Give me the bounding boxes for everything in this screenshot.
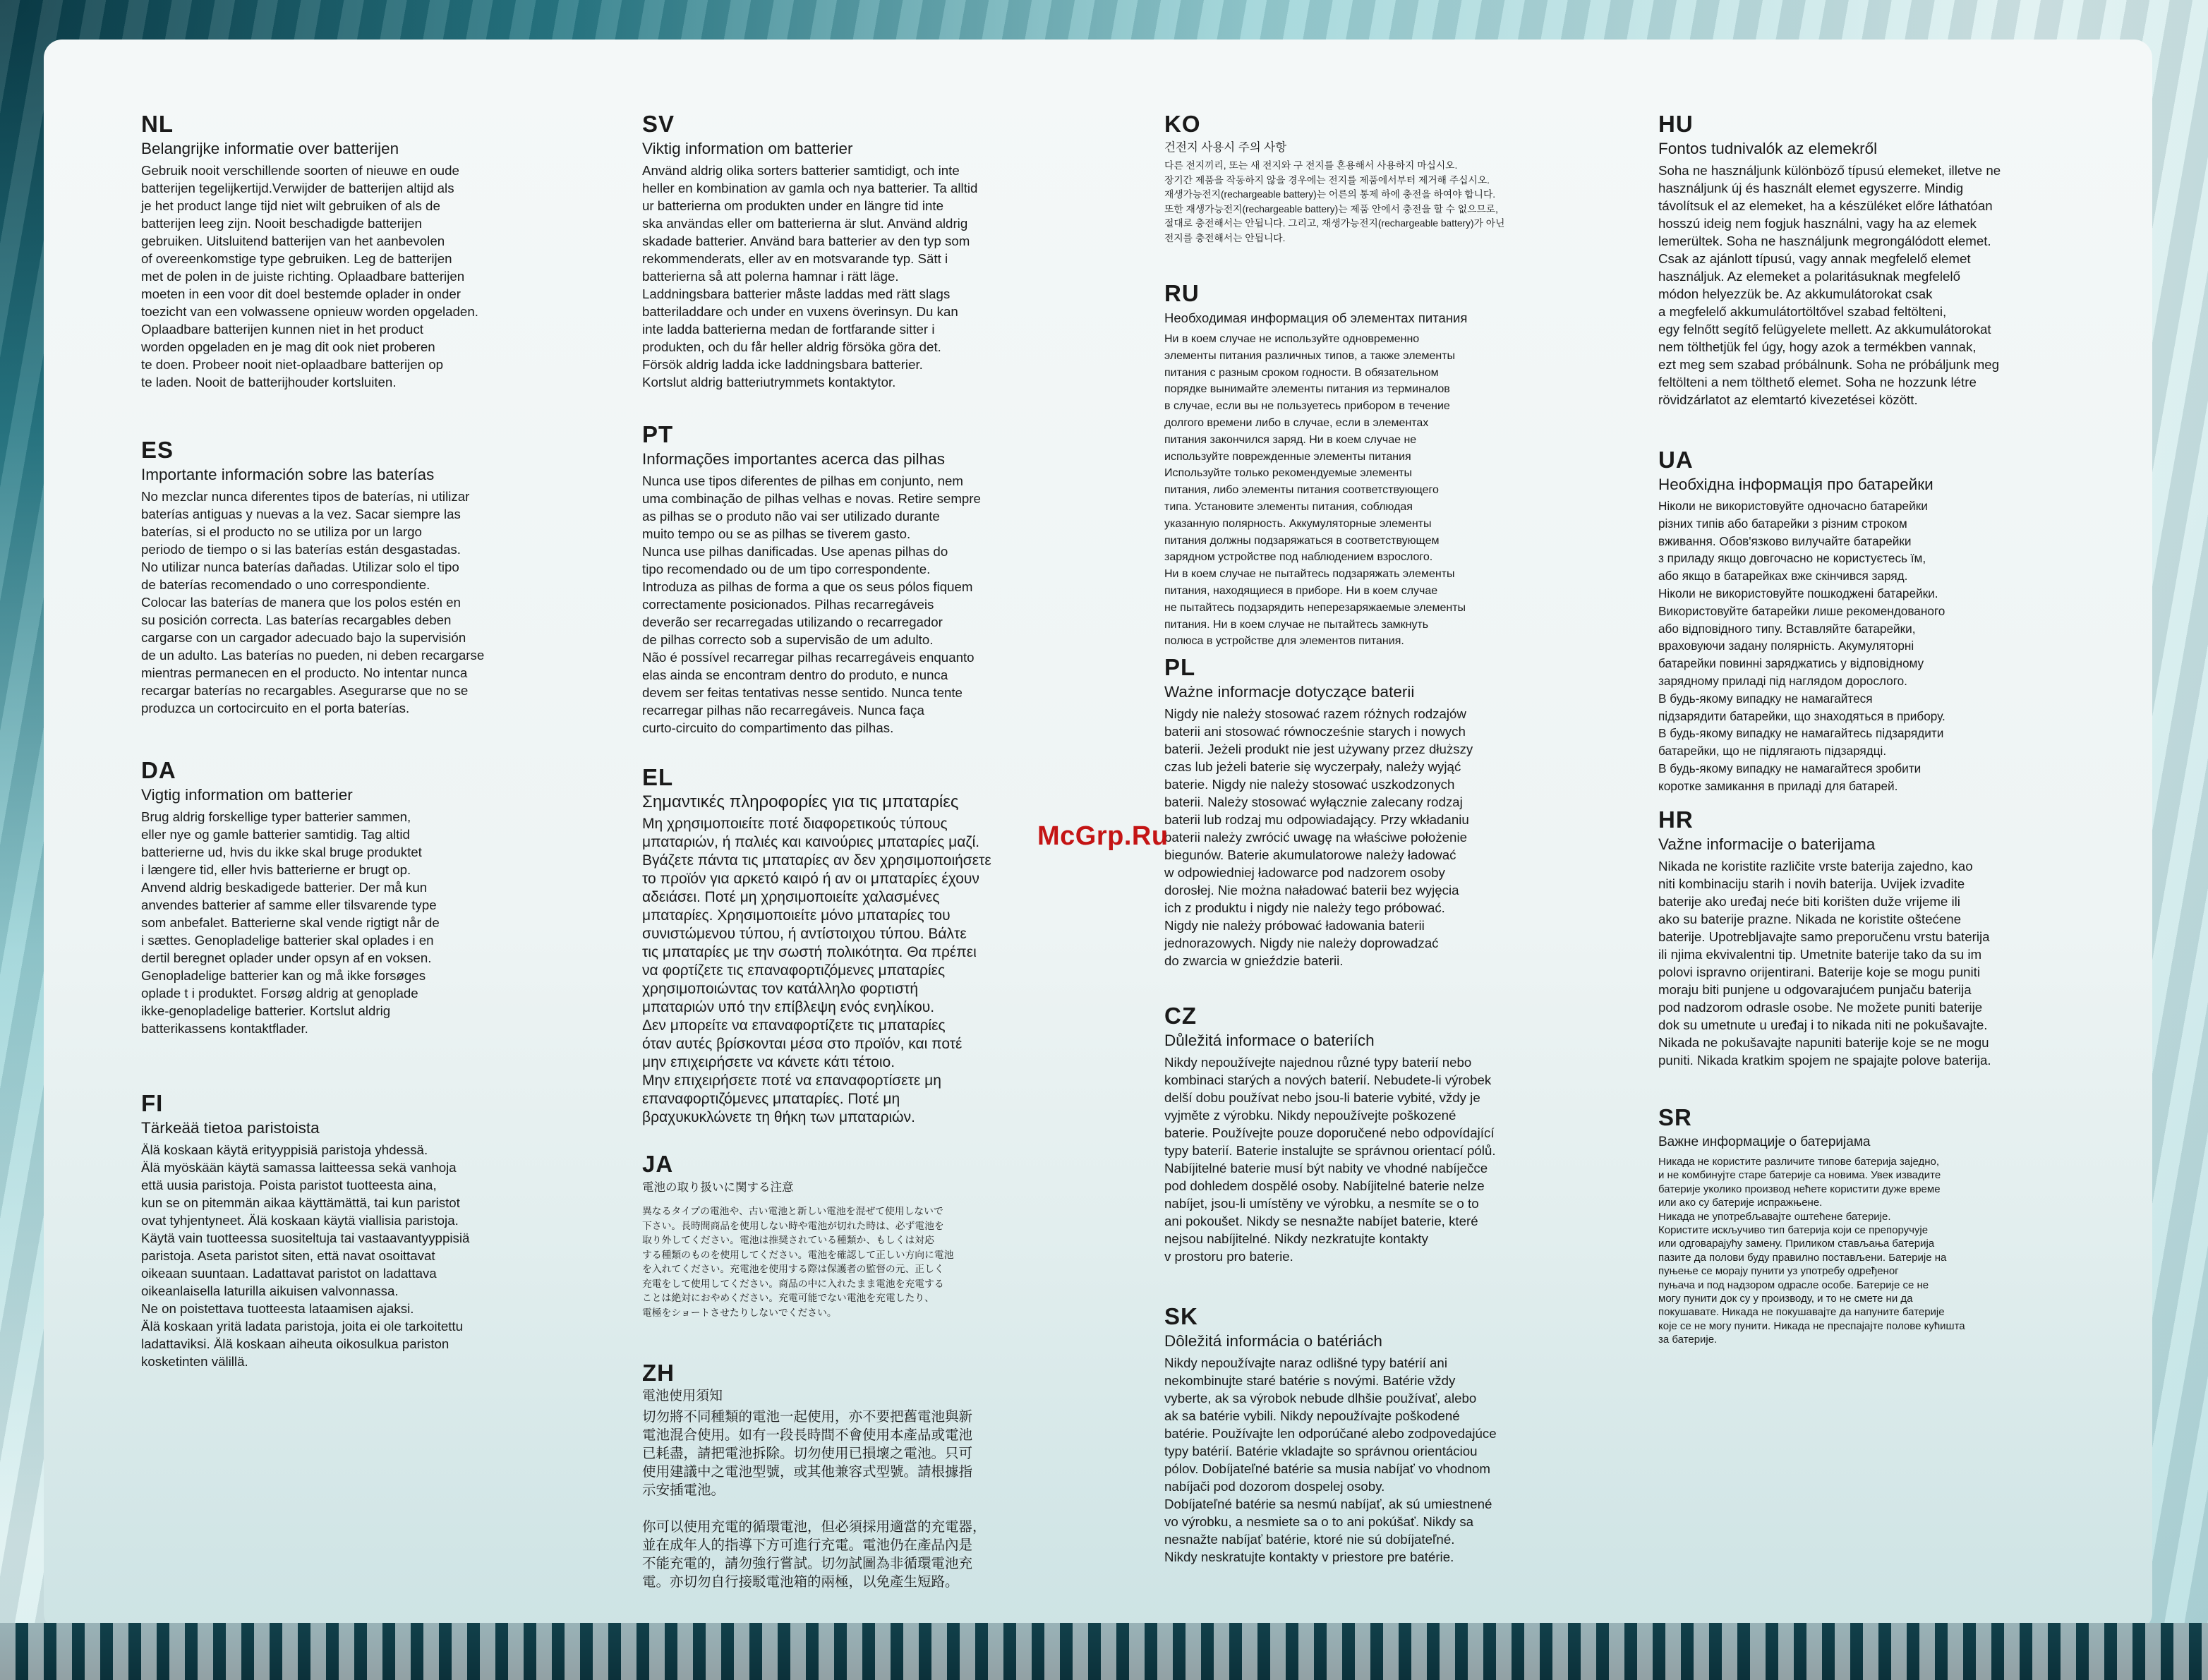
section-body: No mezclar nunca diferentes tipos de baterías, ni utilizar baterías antiguas y nuevas a la vez. Sacar siempre las baterías, si el producto no se utiliza por un largo periodo de tiempo o si las baterías están desgastadas. No utilizar nunca baterías dañadas. Utilizar solo el tipo de baterías recomendado o uno correspondiente. Colocar las baterías de manera que los polos estén en su posición correcta. Las baterías recargables deben cargarse con un cargador adecuado bajo la supervisión de un adulto. Las baterías no pueden, ni deben recargarse mientras permanecen en el producto. No intentar nunca recargar baterías no recargables. Asegurarse que no se produzca un cortocircuito en el porta baterías. [141, 489, 485, 715]
section-body: Nikada ne koristite različite vrste baterija zajedno, kao niti kombinaciju starih i novih baterija. Uvijek izvadite baterije ako uređaj neće biti korišten duže vrijeme ili ako su baterije prazne. Nikada ne koristite oštećene baterije. Upotrebljavajte samo preporučenu vrstu baterija ili njima ekvivalentni tip. Umetnite baterije tako da su im polovi ispravno orijentirani. Baterije koje se mogu puniti moraju biti punjene u odgovarajućem punjaču baterija pod nadzorom odrasle osobe. Ne možete puniti baterije dok su umetnute u uređaj i to nikada niti ne pokušavajte. Nikada ne pokušavajte napuniti baterije koje se ne mogu puniti. Nikada kratkim spojem ne spajajte polove baterija. [1658, 859, 1991, 1068]
section-code: SV [642, 111, 675, 137]
section-code: DA [141, 757, 176, 783]
section-cz [1164, 1002, 1524, 1265]
section-code: ZH [642, 1360, 675, 1386]
section-body: Nigdy nie należy stosować razem różnych rodzajów baterii ani stosować równocześnie starych i nowych baterii. Jeżeli produkt nie jest używany przez dłuższy czas lub jeżeli baterie się wyczerpały, należy wyjąć baterie. Nigdy nie należy stosować uszkodzonych baterii. Należy stosować wyłącznie zalecany rodzaj baterii lub rodzaj mu odpowiadający. Przy wkładaniu baterii należy zwrócić uwagę na właściwe położenie biegunów. Baterie akumulatorowe należy ładować w odpowiedniej ładowarce pod nadzorem osoby dorosłej. Nie można naładować baterii bez wyjęcia ich z produktu i nigdy nie należy tego próbować. Nigdy nie należy próbować ładowania baterii jednorazowych. Nigdy nie należy doprowadzać do zwarcia w gnieździe baterii. [1164, 706, 1473, 968]
section-body: 異なるタイプの電池や、古い電池と新しい電池を混ぜて使用しないで 下さい。長時間商品を使用しない時や電池が切れた時は、必ず電池を 取り外してください。電池は推奨されている種類か、もしくは対応 する種類のものを使用してください。電池を確認して正しい方向に電池 を入れてください。充電池を使用する際は保護者の監督の元、正しく 充電をして使用してください。商品の中に入れたまま電池を充電する ことは絶対におやめください。充電可能でない電池を充電したり、 電極をショートさせたりしないでください。 [642, 1206, 954, 1318]
section-body: Älä koskaan käytä erityyppisiä paristoja yhdessä. Älä myöskään käytä samassa laitteessa sekä vanhoja että uusia paristoja. Poista paristot tuotteesta aina, kun se on pitemmän aikaa käyttämättä, tai kun paristot ovat tyhjentyneet. Älä koskaan käytä viallisia paristoja. Käytä vain tuotteessa suositeltuja tai vastaavantyyppisiä paristoja. Aseta paristot siten, että navat osoittavat oikeaan suuntaan. Ladattavat paristot on ladattava oikeanlaisella laturilla aikuisen valvonnassa. Ne on poistettava tuotteesta lataamisen ajaksi. Älä koskaan yritä ladata paristoja, joita ei ole tarkoitettu ladattaviksi. Älä koskaan aiheuta oikosulkua pariston kosketinten välillä. [141, 1142, 470, 1369]
section-ru [1164, 279, 1524, 650]
section-heading: Belangrijke informatie over batterijen [141, 140, 399, 157]
section-body: Ни в коем случае не используйте одновременно элементы питания различных типов, а также элементы питания с разным сроком годности. В обязательном порядке вынимайте элементы питания из терминалов в случае, если вы не пользуетесь прибором в течение долгого времени либо в случае, если в элементах питания закончился заряд. Ни в коем случае не используйте поврежденные элементы питания Используйте только рекомендуемые элементы питания, либо элементы питания соответствующего типа. Установите элементы питания, соблюдая указанную полярность. Аккумуляторные элементы питания должны подзаряжаться в соответствующем зарядном устройстве под наблюдением взрослого. Ни в коем случае не пытайтесь подзаряжать элементы питания, находящиеся в приборе. Ни в коем случае не пытайтесь подзарядить неперезаряжаемые элементы питания. Ни в коем случае не пытайтесь замкнуть полюса в устройстве для элементов питания. [1164, 333, 1466, 648]
section-body: Soha ne használjunk különböző típusú elemeket, illetve ne használjunk új és használt elemet egyszerre. Mindig távolítsuk el az elemeket, ha a készüléket előre láthatóan hosszú ideig nem fogjuk használni, vagy ha az elemek lemerültek. Soha ne használjunk megrongálódott elemet. Csak az ajánlott típusú, vagy annak megfelelő elemet használjuk. Az elemeket a polaritásuknak megfelelő módon helyezzük be. Az akkumulátorokat csak a megfelelő akkumulátortöltővel szabad feltölteni, egy felnőtt segítő felügyelete mellett. Az akkumulátorokat nem tölthetjük fel úgy, hogy azok a termékben vannak, ezt meg sem szabad próbálnunk. Soha ne próbáljunk meg feltölteni a nem tölthető elemet. Soha ne hozzunk létre rövidzárlatot az elemtartó kivezetései között. [1658, 163, 2001, 407]
section-code: RU [1164, 280, 1200, 306]
section-body: Никада не користите различите типове батерија заједно, и не комбинујте старе батерије са новима. Увек извадите батерије уколико производ нећете користити дуже време или ако су батерије испражњене. Никада не употребљавајте оштећене батерије. Користите искључиво тип батерија који се препоручује или одговарајућу замену. Приликом стављања батерија пазите да полови буду правилно постављени. Батерије на пуњење се морају пунити уз употребу одређеног пуњача и под надзором одрасле особе. Батерије се не могу пунити док су у производу, и то не смете ни да покушавате. Никада не покушавајте да напуните батерије које се не могу пунити. Никада не преспајајте полове кућишта за батерије. [1658, 1156, 1965, 1346]
section-body: Nikdy nepoužívejte najednou různé typy baterií nebo kombinaci starých a nových baterií. Nebudete-li výrobek delší dobu používat nebo jsou-li baterie vybité, vždy je vyjměte z výrobku. Nikdy nepoužívejte poškozené baterie. Používejte pouze doporučené nebo odpovídající typy baterií. Baterie instalujte se správnou orientací pólů. Nabíjitelné baterie musí být nabity ve vhodné nabíječce pod dohledem dospělé osoby. Nabíjitelné baterie nelze nabíjet, jsou-li umístěny ve výrobku, a nesmíte se o to ani pokoušet. Nikdy se nesnažte nabíjet baterie, které nejsou nabíjitelné. Nikdy nezkratujte kontakty v prostoru pro baterie. [1164, 1055, 1496, 1264]
section-code: PL [1164, 654, 1196, 680]
section-code: FI [141, 1090, 164, 1116]
section-heading: 電池の取り扱いに関する注意 [642, 1181, 794, 1194]
section-heading: Tärkeää tietoa paristoista [141, 1119, 320, 1137]
section-code: CZ [1164, 1003, 1197, 1029]
section-nl [141, 110, 522, 391]
section-sk [1164, 1303, 1524, 1566]
section-code: EL [642, 764, 674, 790]
section-heading: Viktig information om batterier [642, 140, 853, 157]
section-heading: 電池使用須知 [642, 1389, 723, 1403]
section-sv [642, 110, 1023, 391]
section-code: ES [141, 437, 174, 463]
watermark-text: McGrp.Ru [1037, 821, 1169, 851]
section-heading: Необхідна інформація про батарейки [1658, 476, 1933, 493]
section-code: SK [1164, 1303, 1198, 1329]
section-heading: Σημαντικές πληροφορίες για τις μπαταρίες [642, 792, 959, 811]
section-sr [1658, 1104, 2039, 1347]
section-fi [141, 1089, 522, 1370]
section-body: Brug aldrig forskellige typer batterier sammen, eller nye og gamle batterier samtidig. Tag altid batterierne ud, hvis du ikke skal bruge produktet i længere tid, eller hvis batterierne er brugt op. Anvend aldrig beskadigede batterier. Der må kun anvendes batterier af samme eller tilsvarende type som anbefalet. Batterierne skal vende rigtigt når de i sættes. Genopladelige batterier skal oplades i en dertil beregnet oplader under opsyn af en voksen. Genopladelige batterier kan og må ikke forsøges oplade t i produktet. Forsøg aldrig at genoplade ikke-genopladelige batterier. Kortslut aldrig batterikassens kontaktflader. [141, 809, 440, 1036]
section-heading: Vigtig information om batterier [141, 786, 353, 804]
section-heading: Důležitá informace o bateriích [1164, 1032, 1375, 1049]
section-code: KO [1164, 111, 1201, 137]
section-body: Använd aldrig olika sorters batterier samtidigt, och inte heller en kombination av gamla och nya batterier. Ta alltid ur batterierna om produkten under en längre tid inte ska användas eller om batterierna är slut. Använd aldrig skadade batterier. Använd bara batterier av den typ som rekommenderats, eller av en motsvarande typ. Sätt i batterierna så att polerna hamnar i rätt läge. Laddningsbara batterier måste laddas med rätt slags batteriladdare och under en vuxens överinsyn. Du kan inte ladda batterierna medan de fortfarande sitter i produkten, och du får heller aldrig försöka göra det. Försök aldrig ladda icke laddningsbara batterier. Kortslut aldrig batteriutrymmets kontaktytor. [642, 163, 978, 389]
section-heading: Važne informacije o baterijama [1658, 835, 1876, 853]
section-da [141, 756, 522, 1037]
section-es [141, 436, 522, 717]
section-ja [642, 1150, 1023, 1320]
section-code: JA [642, 1151, 674, 1177]
section-heading: Важне информације о батеријама [1658, 1135, 1871, 1149]
section-code: PT [642, 421, 674, 447]
section-ko [1164, 110, 1524, 246]
decorative-bottom-strip [0, 1623, 2208, 1680]
section-heading: Необходимая информация об элементах питания [1164, 310, 1468, 325]
section-body: Gebruik nooit verschillende soorten of nieuwe en oude batterijen tegelijkertijd.Verwijder de batterijen altijd als je het product lange tijd niet wilt gebruiken of als de batterijen leeg zijn. Nooit beschadigde batterijen gebruiken. Uitsluitend batterijen van het aanbevolen of overeenkomstige type gebruiken. Leg de batterijen met de polen in de juiste richting. Oplaadbare batterijen moeten in een voor dit doel bestemde oplader in onder toezicht van een volwassene opnieuw worden opgeladen. Oplaadbare batterijen kunnen niet in het product worden opgeladen en je mag dit ook niet proberen te doen. Probeer nooit niet-oplaadbare batterijen op te laden. Nooit de batterijhouder kortsluiten. [141, 163, 478, 389]
section-code: SR [1658, 1104, 1692, 1130]
section-heading: Ważne informacje dotyczące baterii [1164, 683, 1415, 701]
section-heading: Dôležitá informácia o batériách [1164, 1332, 1382, 1350]
section-body: Nikdy nepoužívajte naraz odlišné typy batérií ani nekombinujte staré batérie s novými. Batérie vždy vyberte, ak sa výrobok nebude dlhšie používať, alebo ak sa batérie vybili. Nikdy nepoužívajte poškodené batérie. Používajte len odporúčané alebo zodpovedajúce typy batérií. Batérie vkladajte so správnou orientáciou pólov. Dobíjateľné batérie sa musia nabíjať vo vhodnom nabíjači pod dozorom dospelej osoby. Dobíjateľné batérie sa nesmú nabíjať, ak sú umiestnené vo výrobku, a nesmiete sa o to ani pokúšať. Nikdy sa nesnažte nabíjať batérie, ktoré nie sú dobíjateľné. Nikdy neskratujte kontakty v priestore pre batérie. [1164, 1355, 1497, 1564]
section-code: HU [1658, 111, 1694, 137]
section-zh [642, 1359, 1023, 1591]
section-hu [1658, 110, 2039, 409]
section-code: NL [141, 111, 174, 137]
section-el [642, 763, 1023, 1127]
section-body: Ніколи не використовуйте одночасно батарейки різних типів або батарейки з різним строком вживання. Обов'язково вилучайте батарейки з приладу якщо довгочасно не користуєтесь їм, або якщо в батарейках вже скінчився заряд. Ніколи не використовуйте пошкоджені батарейки. Використовуйте батарейки лише рекомендованого або відповідного типу. Вставляйте батарейки, враховуючи задану полярність. Акумуляторні батарейки повинні заряджатись у відповідному зарядному приладі під наглядом дорослого. В будь-якому випадку не намагайтеся підзарядити батарейки, що знаходяться в прибору. В будь-якому випадку не намагайтесь підзарядити батарейки, що не підлягають підзарядці. В будь-якому випадку не намагайтеся зробити коротке замикання в приладі для батарей. [1658, 499, 1945, 793]
section-heading: 건전지 사용시 주의 사항 [1164, 141, 1287, 154]
section-code: HR [1658, 806, 1694, 833]
section-body: 切勿將不同種類的電池一起使用，亦不要把舊電池與新 電池混合使用。如有一段長時間不會使用本產品或電池 已耗盡，請把電池拆除。切勿使用已損壞之電池。只可 使用建議中之電池型號，或其他兼容式型號。請根據指 示安插電池。 你可以使用充電的循環電池，但必須採用適當的充電器， 並在成年人的指導下方可進行充電。電池仍在產品內是 不能充電的，請勿強行嘗試。切勿試圖為非循環電池充 電。亦切勿自行接駁電池箱的兩極，以免產生短路。 [642, 1409, 987, 1590]
section-pl [1164, 653, 1524, 969]
section-hr [1658, 806, 2039, 1069]
section-code: UA [1658, 447, 1694, 473]
section-heading: Importante información sobre las baterías [141, 466, 435, 483]
section-ua [1658, 446, 2039, 795]
section-body: Μη χρησιμοποιείτε ποτέ διαφορετικούς τύπους μπαταριών, ή παλιές και καινούριες μπαταρίες μαζί. Βγάζετε πάντα τις μπαταρίες αν δεν χρησιμοποιήσετε το προϊόν για αρκετό καιρό ή αν οι μπαταρίες έχουν αδειάσει. Ποτέ μη χρησιμοποιείτε χαλασμένες μπαταρίες. Χρησιμοποιείτε μόνο μπαταρίες του συνιστώμενου τύπου, ή αντίστοιχου τύπου. Βάλτε τις μπαταρίες με την σωστή πολικότητα. Θα πρέπει να φορτίζετε τις επαναφορτιζόμενες μπαταρίες χρησιμοποιώντας τον κατάλληλο φορτιστή μπαταριών υπό την επίβλεψη ενός ενηλίκου. Δεν μπορείτε να επαναφορτίζετε τις μπαταρίες όταν αυτές βρίσκονται μέσα στο προϊόν, και ποτέ μην επιχειρήσετε να κάνετε κάτι τέτοιο. Μην επιχειρήσετε ποτέ να επαναφορτίσετε μη επαναφορτιζόμενες μπαταρίες. Ποτέ μη βραχυκυκλώνετε τη θήκη των μπαταριών. [642, 816, 991, 1125]
section-body: Nunca use tipos diferentes de pilhas em conjunto, nem uma combinação de pilhas velhas e novas. Retire sempre as pilhas se o produto não vai ser utilizado durante muito tempo ou se as pilhas se tiverem gasto. Nunca use pilhas danificadas. Use apenas pilhas do tipo recomendado ou de um tipo correspondente. Introduza as pilhas de forma a que os seus pólos fiquem correctamente posicionados. Pilhas recarregáveis deverão ser recarregadas utilizando o recarregador de pilhas correcto sob a supervisão de um adulto. Não é possível recarregar pilhas recarregáveis enquanto elas ainda se encontram dentro do produto, e nunca devem ser feitas tentativas nesse sentido. Nunca tente recarregar pilhas não recarregáveis. Nunca faça curto-circuito do compartimento das pilhas. [642, 473, 981, 735]
section-pt [642, 421, 1023, 737]
section-body: 다른 전지끼리, 또는 새 전지와 구 전지를 혼용해서 사용하지 마십시오. 장기간 제품을 작동하지 않을 경우에는 전지를 제품에서부터 제거해 주십시오. 재생가능전지(rechargeable battery)는 어른의 통제 하에 충전을 하여야 합니다. 또한 재생가능전지(rechargeable battery)는 제품 안에서 충전을 할 수 없으므로, 절대로 충전해서는 안됩니다. 그리고, 재생가능전지(rechargeable battery)가 아닌 전지를 충전해서는 안됩니다. [1164, 160, 1505, 243]
section-heading: Informações importantes acerca das pilhas [642, 450, 945, 468]
section-heading: Fontos tudnivalók az elemekről [1658, 140, 1878, 157]
